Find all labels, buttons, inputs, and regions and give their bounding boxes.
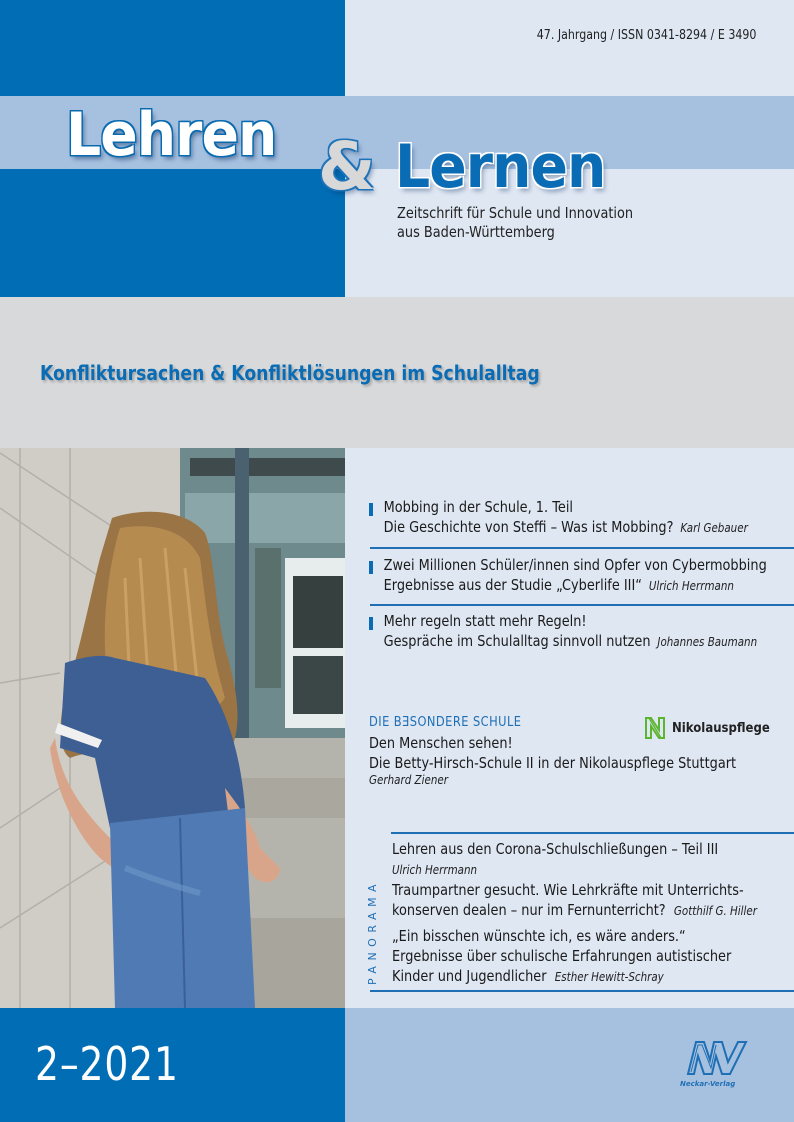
article-author: Karl Gebauer	[680, 521, 748, 535]
subtitle-line-1: Zeitschrift für Schule und Innovation	[397, 204, 634, 222]
panorama-title-cont: Ergebnisse über schulische Erfahrungen autistischer	[392, 947, 732, 965]
subtitle-line-2: aus Baden-Württemberg	[397, 223, 555, 241]
masthead-ampersand: &	[318, 128, 376, 205]
masthead-subtitle	[397, 204, 633, 242]
nikolauspflege-logo	[644, 716, 781, 740]
article-1[interactable]	[369, 497, 794, 538]
panorama-top-line	[391, 832, 794, 834]
masthead-lernen: Lernen	[395, 132, 606, 202]
nikolauspflege-name: Nikolauspflege	[672, 720, 770, 736]
article-title: Mehr regeln statt mehr Regeln!	[383, 612, 587, 630]
article-title: Zwei Millionen Schüler/innen sind Opfer von Cybermobbing	[383, 556, 767, 574]
panorama-item-3[interactable]	[392, 926, 731, 987]
special-subtitle: Die Betty-Hirsch-Schule II in der Nikolauspflege Stuttgart	[369, 754, 737, 772]
publisher-name: Neckar-Verlag	[680, 1080, 736, 1088]
panorama-item-2[interactable]	[392, 880, 757, 921]
nv-logo-icon	[680, 1038, 750, 1078]
panorama-title: Lehren aus den Corona-Schulschließungen – Teil III	[392, 840, 719, 858]
special-title: Den Menschen sehen!	[369, 734, 513, 752]
panorama-item-1[interactable]	[392, 839, 718, 878]
theme-title: Konfliktursachen & Konfliktlösungen im Schulalltag	[40, 361, 540, 385]
article-subtitle	[369, 517, 748, 538]
nikolauspflege-n-icon	[644, 716, 666, 740]
article-author: Ulrich Herrmann	[648, 579, 734, 593]
article-subtitle	[369, 631, 758, 652]
cover-photo	[0, 448, 345, 1008]
article-subtitle-text: Gespräche im Schulalltag sinnvoll nutzen	[383, 632, 651, 650]
separator-line	[370, 547, 794, 549]
panorama-author: Esther Hewitt-Schray	[554, 970, 664, 984]
article-subtitle-text: Ergebnisse aus der Studie „Cyberlife III“	[383, 576, 642, 594]
panorama-title-cont-text: konserven dealen – nur im Fernunterricht?	[392, 901, 666, 919]
article-3[interactable]	[369, 611, 794, 652]
article-title: Mobbing in der Schule, 1. Teil	[383, 498, 574, 516]
section-label-special-school: DIE BƎSONDERE SCHULE	[369, 715, 522, 730]
article-subtitle-text: Die Geschichte von Steffi – Was ist Mobbing?	[383, 518, 674, 536]
neckar-verlag-logo	[680, 1038, 750, 1088]
panorama-title-cont-text: Kinder und Jugendlicher	[392, 967, 547, 985]
special-school-article[interactable]	[369, 733, 794, 787]
article-author: Johannes Baumann	[657, 635, 758, 649]
panorama-bottom-line	[370, 990, 794, 992]
panorama-label: PANORAMA	[366, 878, 379, 985]
issue-meta: 47. Jahrgang / ISSN 0341-8294 / E 3490	[536, 28, 756, 43]
separator-line	[370, 604, 794, 606]
masthead-lehren: Lehren	[66, 100, 277, 170]
panorama-author: Ulrich Herrmann	[392, 863, 478, 877]
special-author: Gerhard Ziener	[369, 773, 448, 787]
issue-number: 2–2021	[35, 1037, 179, 1091]
panorama-title-cont	[392, 900, 757, 921]
panorama-title: „Ein bisschen wünschte ich, es wäre anders.“	[392, 927, 686, 945]
panorama-title: Traumpartner gesucht. Wie Lehrkräfte mit Unterrichts-	[392, 881, 744, 899]
panorama-author: Gotthilf G. Hiller	[673, 904, 757, 918]
panorama-title-cont	[392, 966, 731, 987]
article-2[interactable]	[369, 555, 794, 596]
article-subtitle	[369, 575, 735, 596]
